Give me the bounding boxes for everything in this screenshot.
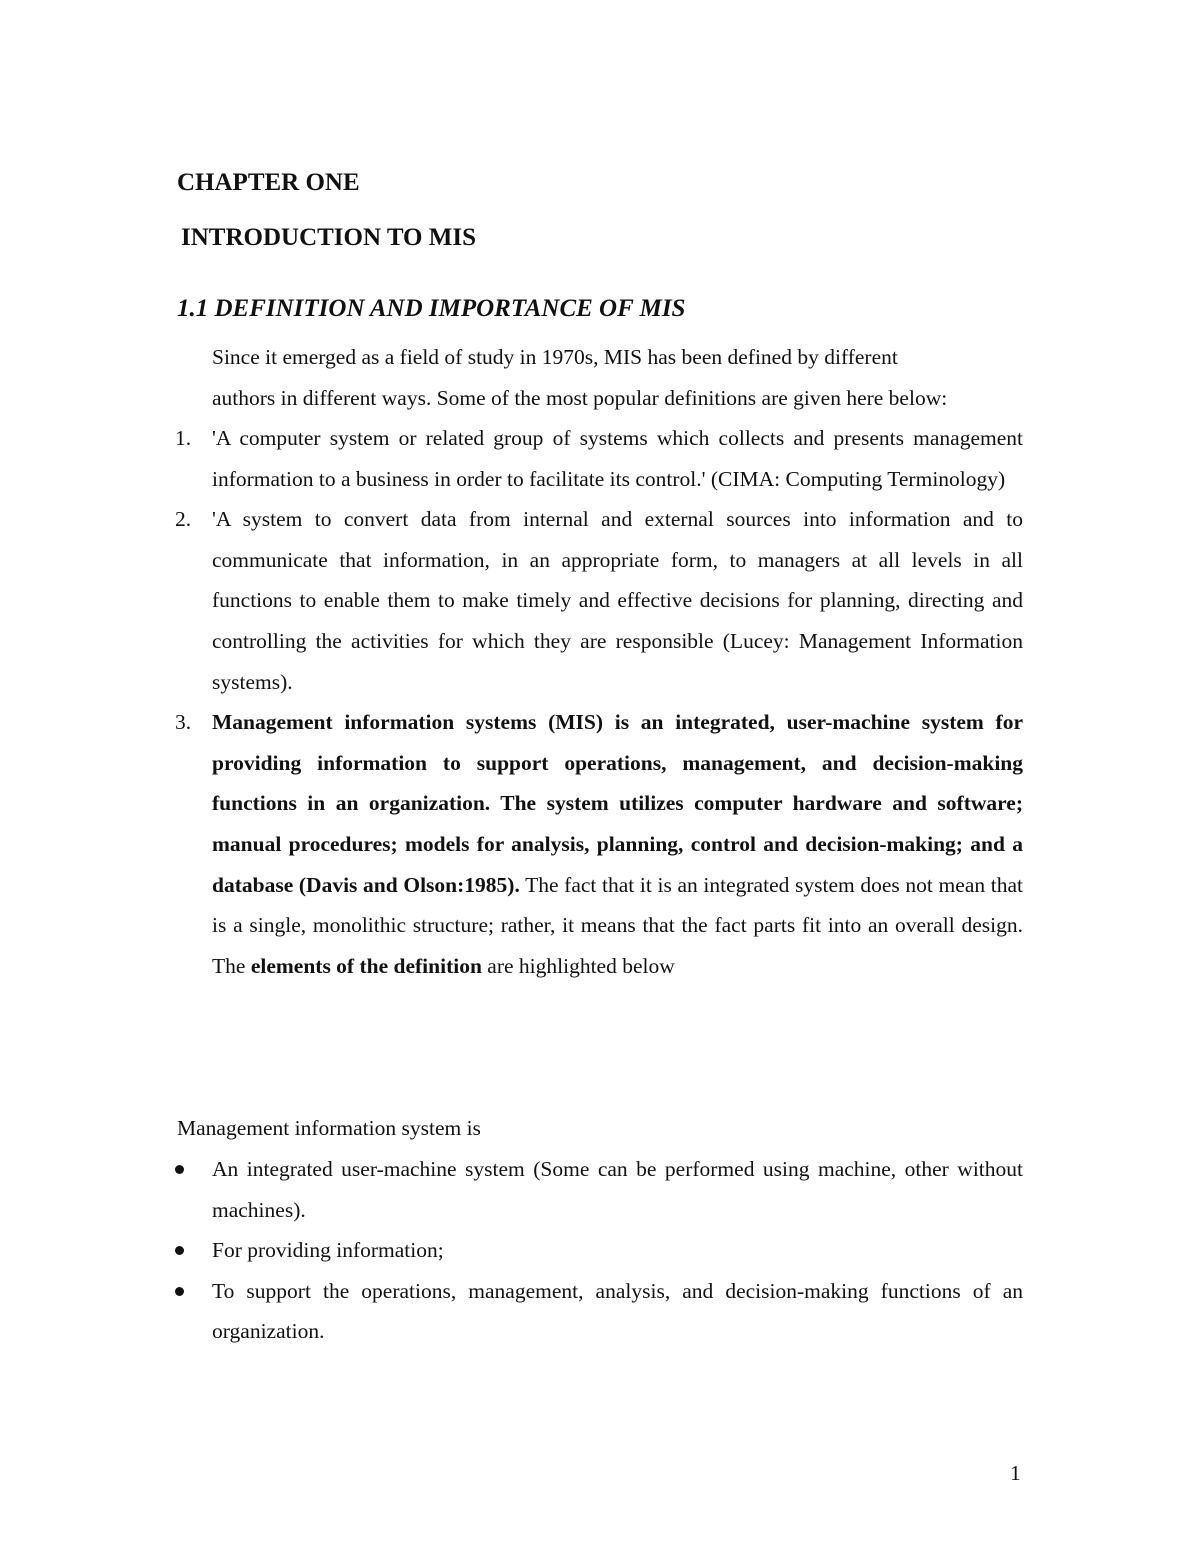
bullet-list <box>212 1149 1023 1352</box>
definition-item-2 <box>175 499 1023 702</box>
intro-line-1: Since it emerged as a field of study in 1970s, MIS has been defined by different <box>212 345 898 369</box>
intro-paragraph <box>212 337 1032 418</box>
bullet-item-3 <box>212 1271 1023 1352</box>
chapter-title: CHAPTER ONE <box>177 169 360 196</box>
bullet-dot-icon <box>175 1287 184 1296</box>
bullet-dot-icon <box>175 1165 184 1174</box>
definition-list <box>175 418 1023 986</box>
definition-bold-text: Management information systems (MIS) is an integrated, user-machine system for providing information to support operations, management, and decision-making functions in an organization. The system utilizes computer hardware and software; manual procedures; models for analysis, planning, control and decision-making; and a database (Davis and Olson:1985). <box>212 710 1023 897</box>
bullet-item-1 <box>212 1149 1023 1230</box>
definition-text-end: are highlighted below <box>481 953 675 978</box>
chapter-subtitle: INTRODUCTION TO MIS <box>181 224 476 251</box>
bullet-item-2 <box>212 1230 1023 1271</box>
definition-text: 'A computer system or related group of systems which collects and presents management information to a business in order to facilitate its control.' (CIMA: Computing Terminology) <box>212 426 1023 491</box>
bullet-dot-icon <box>175 1246 184 1255</box>
definition-number: 2. <box>175 507 192 532</box>
mis-lead-text: Management information system is <box>177 1116 481 1140</box>
bullet-text: An integrated user-machine system (Some can be performed using machine, other without machines). <box>212 1157 1023 1222</box>
intro-line-2: authors in different ways. Some of the most popular definitions are given here below: <box>212 385 948 410</box>
page-number: 1 <box>1010 1461 1021 1485</box>
definition-text-after: The fact that it is an integrated system does not mean that is a single, monolithic structure; rather, it means that the fact parts fit into an overall design. The <box>212 872 1023 978</box>
bullet-text: To support the operations, management, analysis, and decision-making functions of an organization. <box>212 1278 1023 1344</box>
bullet-text: For providing information; <box>212 1238 444 1263</box>
definition-item-3 <box>175 702 1023 986</box>
definition-item-1 <box>175 418 1023 499</box>
definition-number: 3. <box>175 710 192 735</box>
definition-number: 1. <box>175 426 192 450</box>
definition-text: 'A system to convert data from internal and external sources into information and to communicate that information, in an appropriate form, to managers at all levels in all functions to enable them to make timely and effective decisions for planning, directing and controlling the activities for which they are responsible (Lucey: Management Information systems). <box>212 507 1023 694</box>
section-heading: 1.1 DEFINITION AND IMPORTANCE OF MIS <box>177 295 686 322</box>
definition-bold-phrase: elements of the definition <box>250 953 482 978</box>
